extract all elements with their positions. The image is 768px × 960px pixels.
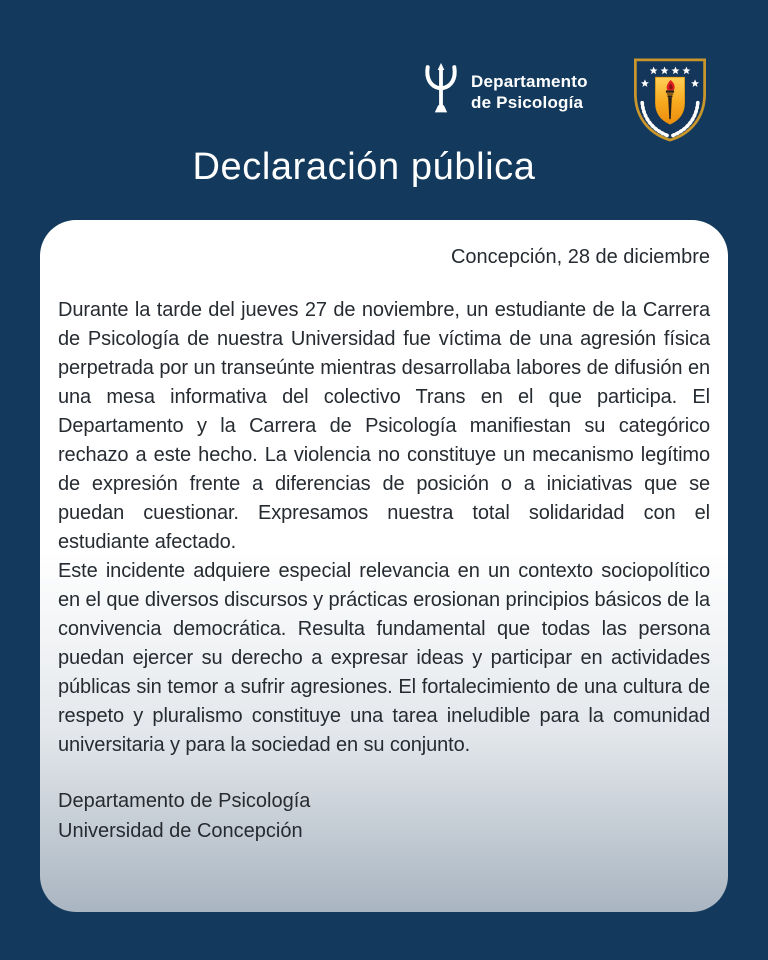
psi-campanile-logo-icon (422, 60, 460, 125)
brand-name (471, 72, 588, 113)
university-crest-icon (629, 56, 711, 144)
department-brand (422, 60, 588, 125)
letter-card (40, 220, 728, 912)
brand-name-line1: Departamento (471, 72, 588, 92)
dateline: Concepción, 28 de diciembre (450, 246, 710, 268)
signature-department: Departamento de Psicología (58, 790, 311, 812)
page-title: Declaración pública (192, 146, 536, 188)
letter-paragraph-1: Durante la tarde del jueves 27 de noviembre, un estudiante de la Carrera de Psicología de nuestra Universidad fue víctima de una agresión física perpetrada por un transeúnte mientras desarrollaba labores de difusión en una mesa informativa del colectivo Trans en el que participa. El Departamento y la Carrera de Psicología manifiestan su categórico rechazo a este hecho. La violencia no constituye un mecanismo legítimo de expresión frente a diferencias de posición o a iniciativas que se puedan cuestionar. Expresamos nuestra total solidaridad con el estudiante afectado. (58, 299, 710, 553)
brand-name-line2: de Psicología (471, 92, 584, 112)
letter-paragraph-2: Este incidente adquiere especial relevancia en un contexto sociopolítico en el que diversos discursos y prácticas erosionan principios básicos de la convivencia democrática. Resulta fundamental que todas las persona puedan ejercer su derecho a expresar ideas y participar en actividades públicas sin temor a sufrir agresiones. El fortalecimiento de una cultura de respeto y pluralismo constituye una tarea ineludible para la comunidad universitaria y para la sociedad en su conjunto. (58, 560, 710, 756)
signature-block (58, 786, 710, 846)
signature-university: Universidad de Concepción (58, 820, 303, 842)
header (0, 0, 768, 150)
